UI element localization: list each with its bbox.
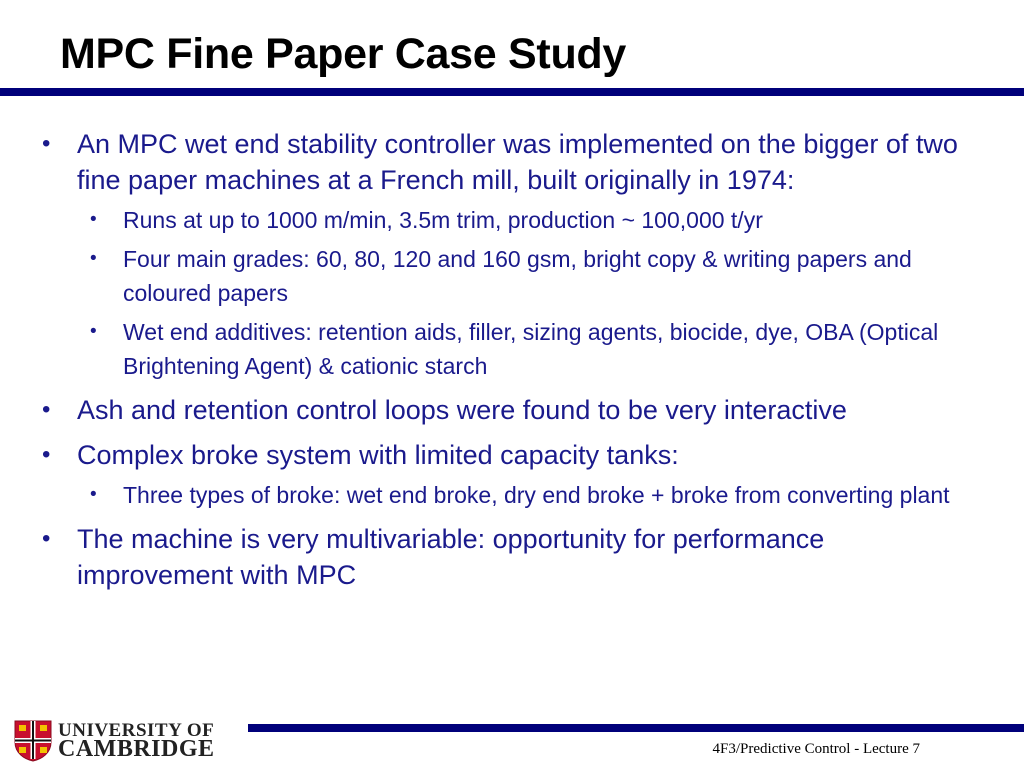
bullet-item bbox=[0, 392, 972, 428]
logo-line-1: UNIVERSITY OF bbox=[58, 720, 215, 741]
lecture-footer: 4F3/Predictive Control - Lecture 7 bbox=[712, 741, 920, 757]
bullet-icon: • bbox=[42, 130, 51, 157]
university-logo bbox=[14, 720, 234, 762]
slide-title: MPC Fine Paper Case Study bbox=[60, 30, 626, 78]
bullet-item bbox=[0, 521, 972, 593]
bullet-item bbox=[0, 126, 972, 198]
sub-bullet-item bbox=[0, 242, 963, 310]
bullet-text: The machine is very multivariable: opportunity for performance improvement with MPC bbox=[77, 524, 825, 590]
bullet-item bbox=[0, 437, 972, 473]
footer-divider bbox=[248, 724, 1024, 732]
sub-bullet-text: Four main grades: 60, 80, 120 and 160 gsm, bright copy & writing papers and coloured papers bbox=[123, 246, 912, 306]
sub-bullet-icon: • bbox=[90, 484, 97, 505]
sub-bullet-text: Three types of broke: wet end broke, dry end broke + broke from converting plant bbox=[123, 482, 950, 508]
slide-content bbox=[0, 126, 1024, 593]
sub-bullet-icon: • bbox=[90, 209, 97, 230]
bullet-icon: • bbox=[42, 396, 51, 423]
sub-bullet-text: Wet end additives: retention aids, filler, sizing agents, biocide, dye, OBA (Optical Brightening Agent) & cationic starch bbox=[123, 319, 939, 379]
title-divider bbox=[0, 88, 1024, 96]
logo-line-2: CAMBRIDGE bbox=[58, 736, 215, 762]
bullet-text: An MPC wet end stability controller was implemented on the bigger of two fine paper machines at a French mill, built originally in 1974: bbox=[77, 129, 958, 195]
sub-bullet-icon: • bbox=[90, 321, 97, 342]
bullet-text: Complex broke system with limited capacity tanks: bbox=[77, 440, 679, 470]
sub-bullet-icon: • bbox=[90, 248, 97, 269]
sub-bullet-text: Runs at up to 1000 m/min, 3.5m trim, production ~ 100,000 t/yr bbox=[123, 207, 763, 233]
cambridge-shield-icon bbox=[14, 720, 52, 762]
sub-bullet-item bbox=[0, 203, 963, 237]
sub-bullet-item bbox=[0, 478, 963, 512]
bullet-icon: • bbox=[42, 441, 51, 468]
sub-bullet-item bbox=[0, 315, 963, 383]
bullet-text: Ash and retention control loops were found to be very interactive bbox=[77, 395, 847, 425]
bullet-icon: • bbox=[42, 525, 51, 552]
